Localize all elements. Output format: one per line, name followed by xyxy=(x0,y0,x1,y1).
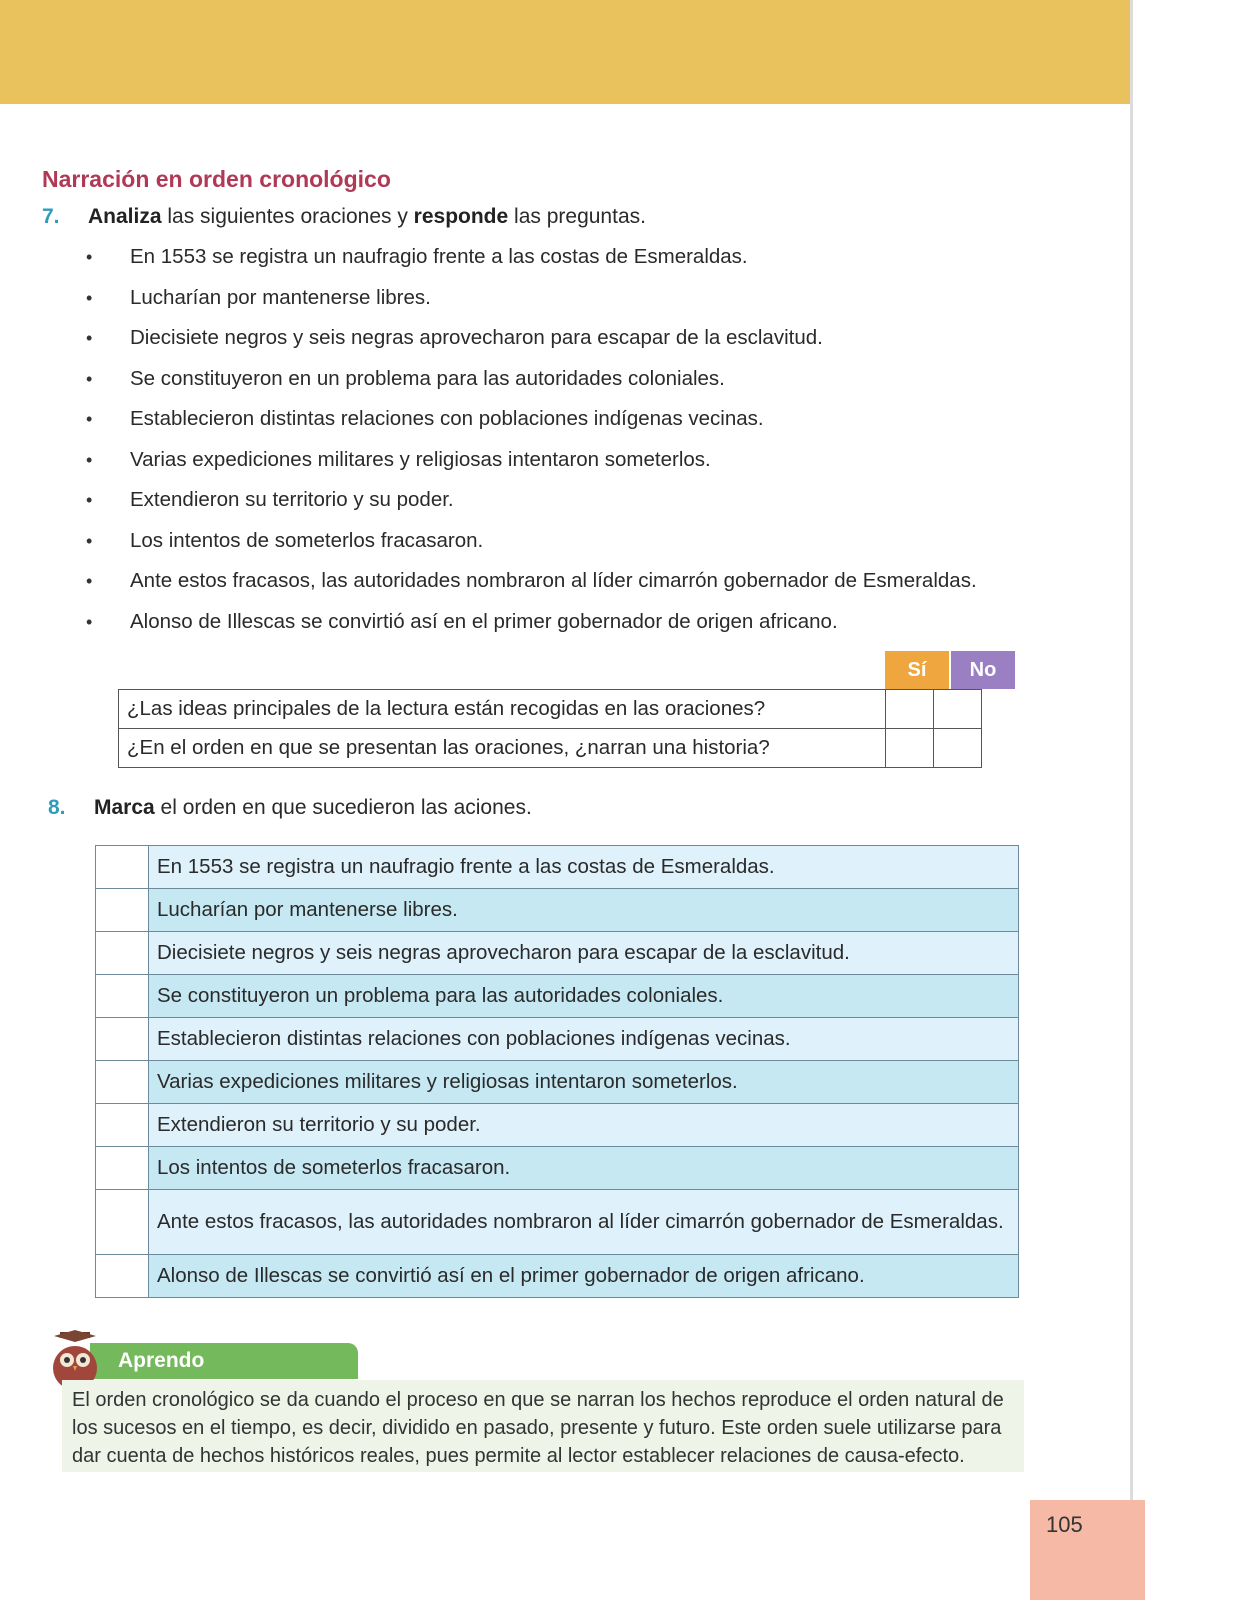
table-row xyxy=(96,1061,1019,1104)
order-number-box[interactable] xyxy=(96,975,149,1018)
table-row xyxy=(119,690,982,729)
order-sentence: Varias expediciones militares y religiosas intentaron someterlos. xyxy=(149,1061,1019,1104)
no-answer-box[interactable] xyxy=(934,729,982,768)
order-sentence: Diecisiete negros y seis negras aprovecharon para escapar de la esclavitud. xyxy=(149,932,1019,975)
order-sentence: Se constituyeron un problema para las autoridades coloniales. xyxy=(149,975,1019,1018)
order-number-box[interactable] xyxy=(96,932,149,975)
order-sentence: Establecieron distintas relaciones con poblaciones indígenas vecinas. xyxy=(149,1018,1019,1061)
aprendo-text: El orden cronológico se da cuando el proceso en que se narran los hechos reproduce el orden natural de los sucesos en el tiempo, es decir, dividido en pasado, presente y futuro. Este orden suele utilizarse para dar cuenta de hechos históricos reales, pues permite al lector establecer relaciones de causa-efecto. xyxy=(72,1389,1004,1467)
yes-answer-box[interactable] xyxy=(886,690,934,729)
yes-answer-box[interactable] xyxy=(886,729,934,768)
order-sentence: En 1553 se registra un naufragio frente a las costas de Esmeraldas. xyxy=(149,846,1019,889)
sentence-list xyxy=(86,242,1086,647)
order-number-box[interactable] xyxy=(96,1255,149,1298)
instruction-text: el orden en que sucedieron las aciones. xyxy=(154,796,532,819)
instruction-verb: Marca xyxy=(94,796,155,819)
yes-header: Sí xyxy=(885,651,949,689)
table-row xyxy=(96,889,1019,932)
list-item: • Diecisiete negros y seis negras aprovecharon para escapar de la esclavitud. xyxy=(86,323,1086,364)
order-number-box[interactable] xyxy=(96,1104,149,1147)
instruction-text: las preguntas. xyxy=(508,205,646,228)
order-number-box[interactable] xyxy=(96,1061,149,1104)
exercise-8-instruction xyxy=(48,796,532,820)
table-row xyxy=(96,932,1019,975)
order-number-box[interactable] xyxy=(96,846,149,889)
table-row xyxy=(96,975,1019,1018)
list-item: • Extendieron su territorio y su poder. xyxy=(86,485,1086,526)
table-row xyxy=(96,1104,1019,1147)
list-item: • Alonso de Illescas se convirtió así en el primer gobernador de origen africano. xyxy=(86,607,1086,648)
order-number-box[interactable] xyxy=(96,1018,149,1061)
table-row xyxy=(119,729,982,768)
yes-no-header xyxy=(885,651,1015,689)
exercise-7-instruction xyxy=(42,205,646,229)
table-row xyxy=(96,1018,1019,1061)
order-number-box[interactable] xyxy=(96,1190,149,1255)
table-row xyxy=(96,846,1019,889)
order-number-box[interactable] xyxy=(96,1147,149,1190)
list-item: • En 1553 se registra un naufragio frente a las costas de Esmeraldas. xyxy=(86,242,1086,283)
exercise-number: 7. xyxy=(42,205,60,228)
list-item: • Lucharían por mantenerse libres. xyxy=(86,283,1086,324)
question-cell: ¿En el orden en que se presentan las oraciones, ¿narran una historia? xyxy=(119,729,886,768)
order-sentence: Lucharían por mantenerse libres. xyxy=(149,889,1019,932)
list-item: • Ante estos fracasos, las autoridades nombraron al líder cimarrón gobernador de Esmeraldas. xyxy=(86,566,1086,607)
table-row xyxy=(96,1147,1019,1190)
list-item: • Varias expediciones militares y religiosas intentaron someterlos. xyxy=(86,445,1086,486)
instruction-verb: Analiza xyxy=(88,205,162,228)
order-table xyxy=(95,845,1019,1298)
no-answer-box[interactable] xyxy=(934,690,982,729)
list-item: • Se constituyeron en un problema para las autoridades coloniales. xyxy=(86,364,1086,405)
order-sentence: Ante estos fracasos, las autoridades nombraron al líder cimarrón gobernador de Esmeraldas. xyxy=(149,1190,1019,1255)
aprendo-label: Aprendo xyxy=(118,1349,205,1372)
section-title: Narración en orden cronológico xyxy=(42,166,391,192)
no-header: No xyxy=(949,651,1015,689)
instruction-verb: responde xyxy=(413,205,509,228)
list-item: • Los intentos de someterlos fracasaron. xyxy=(86,526,1086,567)
yes-no-table xyxy=(118,689,982,768)
aprendo-tab xyxy=(90,1343,358,1379)
order-number-box[interactable] xyxy=(96,889,149,932)
list-item: • Establecieron distintas relaciones con poblaciones indígenas vecinas. xyxy=(86,404,1086,445)
order-sentence: Los intentos de someterlos fracasaron. xyxy=(149,1147,1019,1190)
question-cell: ¿Las ideas principales de la lectura están recogidas en las oraciones? xyxy=(119,690,886,729)
top-color-band xyxy=(0,0,1130,104)
page-edge xyxy=(1130,0,1133,1600)
order-sentence: Alonso de Illescas se convirtió así en el primer gobernador de origen africano. xyxy=(149,1255,1019,1298)
instruction-text: las siguientes oraciones y xyxy=(161,205,414,228)
table-row xyxy=(96,1190,1019,1255)
exercise-number: 8. xyxy=(48,796,66,819)
aprendo-box xyxy=(62,1380,1024,1472)
table-row xyxy=(96,1255,1019,1298)
page-number: 105 xyxy=(1046,1512,1083,1537)
order-sentence: Extendieron su territorio y su poder. xyxy=(149,1104,1019,1147)
